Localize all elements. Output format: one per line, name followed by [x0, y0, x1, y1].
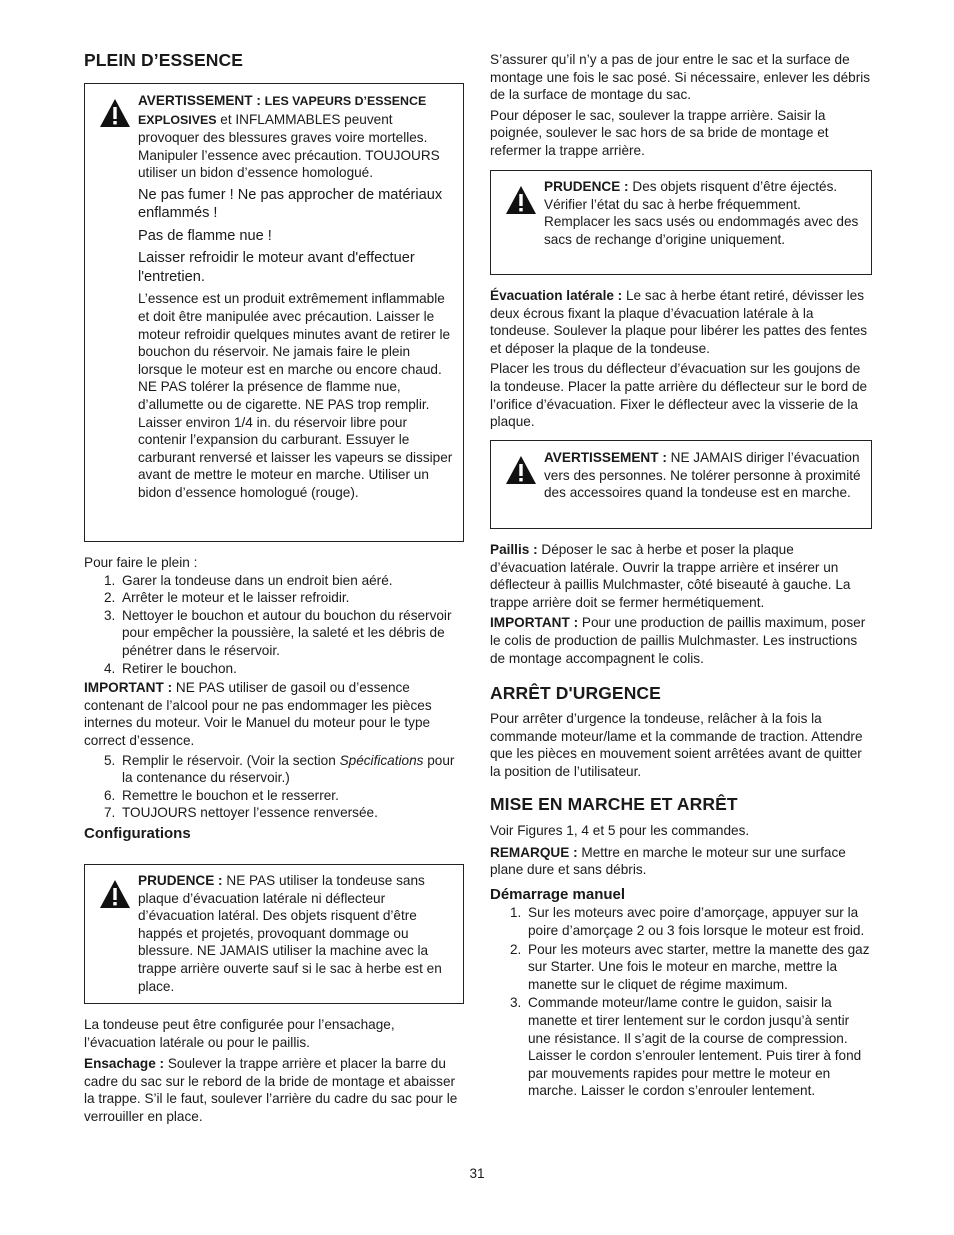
caution-text: PRUDENCE : NE PAS utiliser la tondeuse sans plaque d’évacuation latérale ni déflecteur d’évacuation latéral. Des objets risquent d’être happés et projetés, provoquant dommage ou blessure. NE JAMAIS utiliser la machine avec la trappe arrière ouverte sauf si le sac à herbe est en place. [138, 873, 442, 994]
important-mulch: IMPORTANT : Pour une production de paillis maximum, poser le colis de production de paillis Mulchmaster. Les instructions de montage accompagnent le colis. [490, 615, 866, 666]
bagging-text: Ensachage : Soulever la trappe arrière et placer la barre du cadre du sac sur le rebord de la bride de montage et abaisser la trappe. S’il le faut, soulever l’arrière du cadre du sac pour le verrouiller en place. [84, 1056, 458, 1124]
warning-text: AVERTISSEMENT : NE JAMAIS diriger l’évacuation vers des personnes. Ne tolérer personne à proximité des accessoires quand la tondeuse est en marche. [544, 450, 861, 501]
list-item: 7. TOUJOURS nettoyer l’essence renversée. [104, 805, 378, 821]
fill-steps-list-2 [84, 752, 464, 822]
list-item: 3. Nettoyer le bouchon et autour du bouchon du réservoir pour empêcher la poussière, la saleté et les débris de pénétrer dans le réservoir. [104, 607, 452, 658]
warning-lead: AVERTISSEMENT : LES VAPEURS D’ESSENCE EXPLOSIVES et INFLAMMABLES peuvent provoquer des blessures graves voire mortelles. Manipuler l’essence avec précaution. TOUJOURS utiliser un bidon d’essence homologué. [138, 93, 440, 181]
section-title-config: Configurations [84, 824, 191, 842]
caution-text: PRUDENCE : Des objets risquent d’être éjectés. Vérifier l’état du sac à herbe fréquemment. Remplacer les sacs usés ou endommagés avec des sacs de rechange d’origine uniquement. [544, 179, 859, 247]
remove-bag-text: Pour déposer le sac, soulever la trappe arrière. Saisir la poignée, soulever le sac hors de sa bride de montage et refermer la trappe arrière. [490, 107, 829, 158]
fill-intro: Pour faire le plein : [84, 555, 198, 570]
list-item: 2. Pour les moteurs avec starter, mettre la manette des gaz sur Starter. Une fois le moteur en marche, mettre la manette sur le cliquet de régime maximum. [510, 941, 870, 992]
list-item: 3. Commande moteur/lame contre le guidon, saisir la manette et tirer lentement sur le cordon jusqu’à sentir une résistance. Il s’agit de la course de compression. Laisser le cordon s’enrouler lentement. Puis tirer à fond par mouvements rapides pour mettre le moteur en marche. Laisser le cordon s’enrouler lentement. [510, 995, 862, 1099]
warning-triangle-icon [99, 98, 131, 128]
section-title-start: MISE EN MARCHE ET ARRÊT [490, 794, 738, 814]
remark-text: REMARQUE : Mettre en marche le moteur sur une surface plane dure et sans débris. [490, 844, 846, 878]
warning-box-discharge [490, 440, 872, 529]
list-item: 4. Retirer le bouchon. [104, 660, 237, 676]
important-fuel: IMPORTANT : NE PAS utiliser de gasoil ou d’essence contenant de l’alcool pour ne pas endommager les pièces internes du moteur. Voir le Manuel du moteur pour le type correct d’essence. [84, 680, 432, 748]
list-item: 1. Garer la tondeuse dans un endroit bien aéré. [104, 572, 393, 588]
warning-triangle-icon [505, 455, 537, 485]
warning-detail: L’essence est un produit extrêmement inflammable et doit être manipulée avec précaution. Laisser le moteur refroidir quelques minutes avant de retirer le bouchon du réservoir. Ne jamais faire le plein lorsque le moteur est en marche ou encore chaud. NE PAS tolérer la présence de flamme nue, d’allumette ou de cigarette. NE PAS trop remplir. Laisser environ 1/4 in. du réservoir libre pour contenir l’expansion du carburant. Essuyer le carburant renversé et laisser les vapeurs se dissiper avant de mettre le moteur en marche. Utiliser un bidon d’essence homologué (rouge). [138, 291, 453, 500]
section-title-manual-start: Démarrage manuel [490, 885, 626, 903]
warning-box-fuel [84, 83, 464, 542]
mulch-text: Paillis : Déposer le sac à herbe et poser la plaque d’évacuation latérale. Ouvrir la trappe arrière et insérer un déflecteur à paillis Mulchmaster, côté biseauté à gauche. La trappe arrière doit se fermer hermétiquement. [490, 542, 851, 610]
warning-no-flame: Pas de flamme nue ! [138, 227, 272, 244]
list-item: 6. Remettre le bouchon et le resserrer. [104, 787, 339, 803]
emergency-text: Pour arrêter d’urgence la tondeuse, relâcher à la fois la commande moteur/lame et la commande de traction. Attendre que les pièces en mouvement soient arrêtées avant de quitter la position de l’utilisateur. [490, 711, 863, 779]
side-discharge-text: Évacuation latérale : Le sac à herbe étant retiré, dévisser les deux écrous fixant la plaque d’évacuation latérale à la tondeuse. Soulever la plaque pour libérer les pattes des fentes et déposer la plaque de la tondeuse. [490, 288, 868, 356]
list-item: 1. Sur les moteurs avec poire d’amorçage, appuyer sur la poire d’amorçage 2 ou 3 fois lorsque le moteur est froid. [510, 905, 865, 938]
start-text: Voir Figures 1, 4 et 5 pour les commandes. [490, 823, 750, 838]
list-item: 2. Arrêter le moteur et le laisser refroidir. [104, 590, 350, 606]
warning-no-smoking: Ne pas fumer ! Ne pas approcher de matériaux enflammés ! [138, 186, 443, 222]
deflector-text: Placer les trous du déflecteur d’évacuation sur les goujons de la tondeuse. Placer la patte arrière du déflecteur sur le bord de l’orifice d’évacuation. Fixer le déflecteur avec la visserie de la plaque. [490, 361, 868, 430]
caution-box-bag [490, 170, 872, 275]
warning-triangle-icon [99, 879, 131, 909]
section-title-fuel: PLEIN D’ESSENCE [84, 50, 244, 70]
fill-steps-list [84, 572, 464, 678]
page-number: 31 [469, 1166, 485, 1181]
caution-box-config [84, 864, 464, 1004]
bag-gap-text: S’assurer qu’il n’y a pas de jour entre le sac et la surface de montage une fois le sac posé. Si nécessaire, enlever les débris de la surface de montage du sac. [490, 52, 871, 103]
config-text: La tondeuse peut être configurée pour l’ensachage, l’évacuation latérale ou pour le paillis. [84, 1017, 395, 1050]
warning-cool-engine: Laisser refroidir le moteur avant d'effectuer l'entretien. [138, 250, 415, 285]
section-title-emergency: ARRÊT D'URGENCE [490, 683, 661, 703]
list-item: 5. Remplir le réservoir. (Voir la section Spécifications pour la contenance du réservoir.) [104, 752, 455, 786]
warning-triangle-icon [505, 185, 537, 215]
manual-start-steps [490, 904, 872, 1100]
